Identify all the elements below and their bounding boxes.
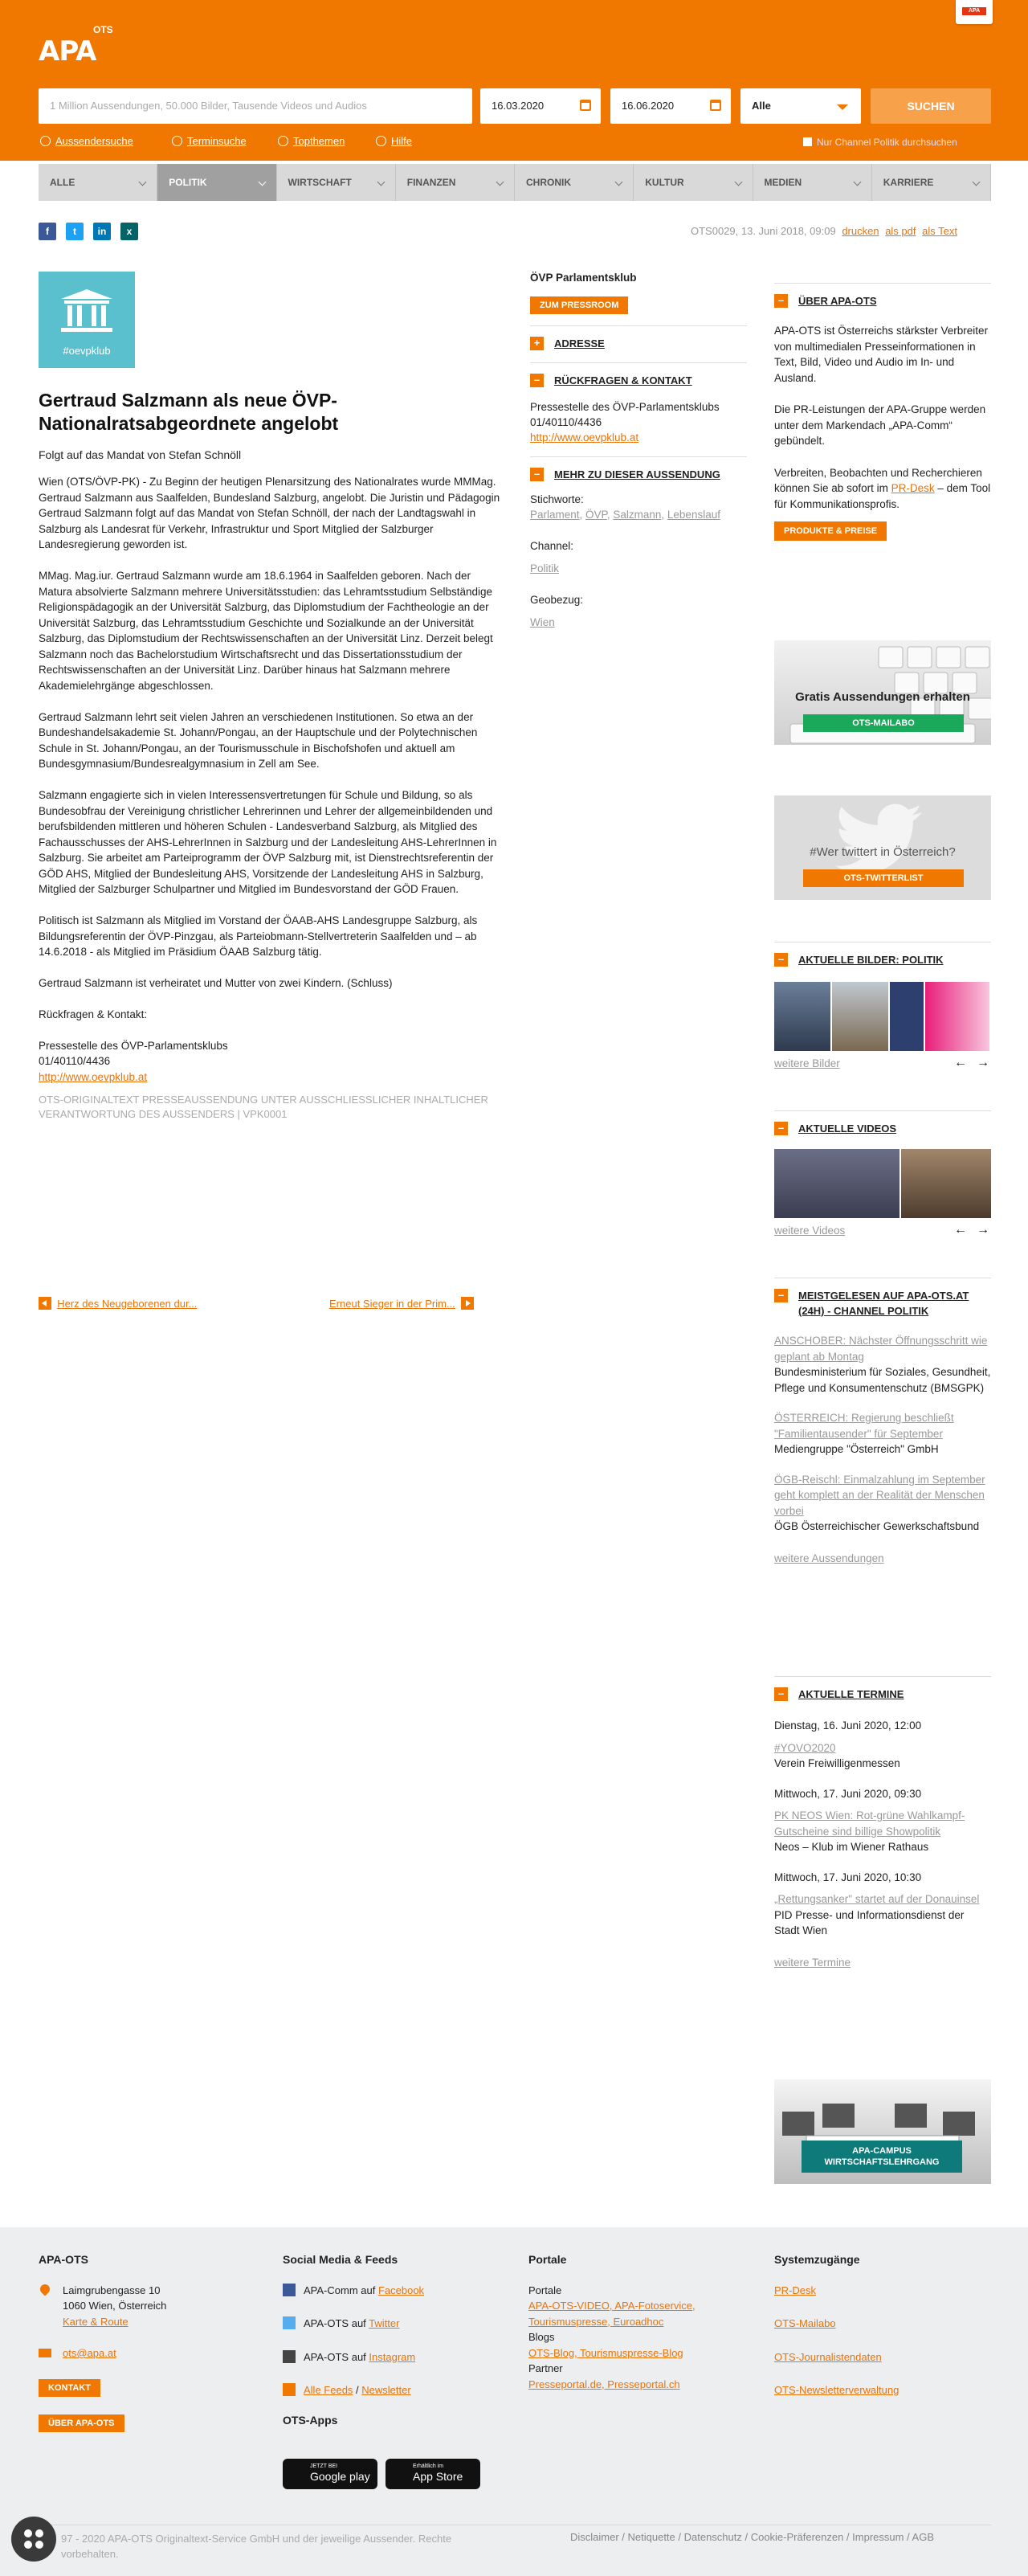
instagram-icon: [283, 2350, 296, 2363]
clock-icon: [172, 136, 182, 146]
arrow-right-icon: [461, 1297, 474, 1310]
most-read-link[interactable]: ANSCHOBER: Nächster Öffnungsschritt wie geplant ab Montag: [774, 1335, 988, 1363]
minus-icon: –: [774, 1289, 788, 1302]
event-org: Verein Freiwilligenmessen: [774, 1757, 900, 1769]
calendar-icon[interactable]: [710, 100, 721, 111]
facebook-link[interactable]: Facebook: [377, 2284, 425, 2296]
article-paragraph: Salzmann engagierte sich in vielen Interessensvertretungen für Schule und Bildung, so als Bundesobfrau der Vereinigung christlicher Lehrerinnen und Lehrer der allgemeinbildenden und berufsbildenden mittleren und höheren Schulen - Landesverband Salzburg, als Mitglied des Fachausschusses der AHS-LehrerInnen in Salzburg und der Landesleitung AHS-LehrerInnen in Salzburg. Sie arbeitet am Parteiprogramm der ÖVP Salzburg mit, ist Dienstrechtsreferentin der GÖD AHS, Mitglied der Bundesleitung AHS, Vorsitzende der Landesleitung AHS in Salzburg, Mitglied der Salzburger Schulpartner und Mitglied im Bundesvorstand der GÖD Frauen.: [39, 789, 497, 895]
sidebar-bilder: [774, 942, 991, 967]
facebook-icon: [283, 2284, 296, 2296]
date-from-field[interactable]: [480, 88, 601, 124]
link-label: Topthemen: [293, 135, 345, 147]
article-subtitle: Folgt auf das Mandat von Stefan Schnöll: [39, 448, 242, 461]
portale-links[interactable]: APA-OTS-VIDEO, APA-Fotoservice, Tourismuspresse, Euroadhoc: [528, 2300, 696, 2328]
twitterlist-button[interactable]: OTS-TWITTERLIST: [803, 869, 964, 887]
newsletter-link[interactable]: Newsletter: [361, 2384, 411, 2396]
video-thumbnail[interactable]: [774, 1149, 900, 1218]
footer-heading: APA-OTS: [39, 2253, 88, 2266]
sidebar-about: [774, 283, 991, 541]
newsletterverwaltung-link[interactable]: OTS-Newsletterverwaltung: [774, 2384, 900, 2396]
minus-icon: –: [530, 468, 544, 481]
most-read-link[interactable]: ÖSTERREICH: Regierung beschließt "Familientausender" für September: [774, 1412, 954, 1440]
more-events-link[interactable]: weitere Termine: [774, 1956, 851, 1969]
keyword-link[interactable]: Lebenslauf: [667, 509, 720, 521]
nav-tab-finanzen[interactable]: FINANZEN: [396, 164, 515, 201]
sidebar-videos: [774, 1110, 991, 1136]
store-label: Google play: [310, 2470, 370, 2483]
most-read-org: Mediengruppe "Österreich" GmbH: [774, 1443, 939, 1455]
map-route-link[interactable]: Karte & Route: [63, 2315, 128, 2328]
print-link[interactable]: drucken: [842, 225, 879, 237]
footer-col-social: [283, 2252, 492, 2443]
store-small: JETZT BEI: [310, 2464, 338, 2469]
channel-only-checkbox[interactable]: [803, 137, 957, 148]
filter-select[interactable]: [740, 88, 861, 124]
carousel-next-icon[interactable]: →: [977, 1056, 989, 1069]
article-paragraph: Politisch ist Salzmann als Mitglied im Vorstand der ÖAAB-AHS Landesgruppe Salzburg, als Bildungsreferentin der ÖVP-Pinzgau, als Parteiobmann-Stellvertreterin Saalfelden und – ab 14.6.2018 - als Mitglied im Präsidium ÖAAB Salzburg tätig.: [39, 914, 478, 958]
ots-number: OTS0029, 13. Juni 2018, 09:09: [691, 225, 836, 237]
image-thumbnail[interactable]: [925, 982, 989, 1051]
article-paragraph: MMag. Mag.iur. Gertraud Salzmann wurde am 18.6.1964 in Saalfelden geboren. Nach der Matura absolvierte Salzmann mehrere Universitätsstudien: das Lehramtsstudium Selbständige Religionspädagogik an der Universität Salzburg, das Diplomstudium der Fachtheologie an der Universität Salzburg, das Lehramtsstudium Geschichte und Sozialkunde an der Universität Salzburg, das Diplomstudium der Rechtswissenschaften an der Universität Linz. Derzeit belegt Salzmann noch das Bachelorstudium Wirtschaftsrecht und das Dissertationsstudium der Rechtswissenschaften an der Universität Linz. Darüber hinaus hat Salzmann mehrere Akademielehrgänge abgeschlossen.: [39, 570, 493, 692]
channel-label: Channel:: [530, 540, 574, 552]
more-releases-link[interactable]: weitere Aussendungen: [774, 1552, 884, 1564]
nav-tab-kultur[interactable]: KULTUR: [634, 164, 753, 201]
date-from-value: 16.03.2020: [492, 100, 545, 112]
most-read-org: ÖGB Österreichischer Gewerkschaftsbund: [774, 1520, 980, 1532]
date-to-field[interactable]: [610, 88, 731, 124]
link-label: Aussendersuche: [55, 135, 133, 147]
videos-heading[interactable]: [774, 1121, 991, 1136]
prev-article-link[interactable]: [39, 1297, 197, 1310]
portale-label: Portale: [528, 2284, 562, 2296]
feeds-separator: /: [353, 2384, 362, 2396]
about-heading[interactable]: [774, 293, 991, 309]
twitter-link[interactable]: Twitter: [369, 2317, 400, 2329]
top-header: [0, 0, 1028, 80]
footer-col-apaots: [39, 2252, 239, 2432]
most-read-org: Bundesministerium für Soziales, Gesundheit, Pflege und Konsumentenschutz (BMSGPK): [774, 1366, 991, 1394]
minus-icon: –: [774, 294, 788, 308]
about-text: Verbreiten, Beobachten und Recherchieren können Sie ab sofort im: [774, 466, 982, 494]
minus-icon: –: [774, 953, 788, 967]
apa-badge-label: APA: [962, 7, 986, 15]
footer-heading: Portale: [528, 2253, 567, 2266]
footer-heading: OTS-Apps: [283, 2413, 338, 2427]
plus-icon: +: [530, 337, 544, 350]
footer-heading: Systemzugänge: [774, 2253, 860, 2266]
more-videos-link[interactable]: weitere Videos: [774, 1225, 846, 1237]
mid-contact-url[interactable]: http://www.oevpklub.at: [530, 431, 639, 444]
about-text: – dem Tool für Kommunikationsprofis.: [774, 482, 991, 510]
store-label: App Store: [413, 2470, 463, 2483]
nav-tab-politik[interactable]: POLITIK: [157, 164, 276, 201]
bilder-thumbnails: [774, 982, 991, 1051]
app-store-badge[interactable]: [386, 2459, 480, 2489]
article-body: [39, 474, 504, 1122]
stichworte-label: Stichworte:: [530, 493, 584, 505]
carousel-prev-icon[interactable]: ←: [954, 1223, 967, 1237]
video-thumbnail[interactable]: [901, 1149, 991, 1218]
next-article-link[interactable]: [329, 1297, 474, 1310]
carousel-prev-icon[interactable]: ←: [954, 1056, 967, 1069]
store-small: Erhältlich im: [413, 2464, 444, 2469]
search-input[interactable]: 1 Million Aussendungen, 50.000 Bilder, Tausende Videos und Audios: [39, 88, 472, 124]
contact-url-link[interactable]: http://www.oevpklub.at: [39, 1070, 148, 1083]
journalistendaten-link[interactable]: OTS-Journalistendaten: [774, 2350, 882, 2363]
social-text: APA-OTS auf: [304, 2350, 369, 2363]
termine-heading[interactable]: [774, 1687, 991, 1702]
google-play-badge[interactable]: [283, 2459, 377, 2489]
nav-tab-karriere[interactable]: KARRIERE: [872, 164, 991, 201]
rss-icon: [283, 2383, 296, 2396]
article-paragraph: Gertraud Salzmann ist verheiratet und Mutter von zwei Kindern. (Schluss): [39, 977, 393, 989]
mehr-toggle[interactable]: [530, 467, 747, 482]
bilder-heading-label: AKTUELLE BILDER: POLITIK: [798, 954, 944, 966]
ots-disclaimer: OTS-ORIGINALTEXT PRESSEAUSSENDUNG UNTER AUSSCHLIESSLICHER INHALTLICHER VERANTWORTUNG DES AUSSENDERS | VPK0001: [39, 1094, 488, 1120]
facebook-share-icon[interactable]: f: [39, 223, 56, 240]
partner-links[interactable]: Presseportal.de, Presseportal.ch: [528, 2378, 680, 2390]
about-text: APA-OTS ist Österreichs stärkster Verbreiter von multimedialen Presseinformationen in Text, Bild, Video und Audio im In- und Ausland.: [774, 325, 989, 384]
article-meta: [691, 225, 957, 237]
sender-info-column: ÖVP Parlamentsklub ZUM PRESSROOM + ADRESSE – RÜCKFRAGEN & KONTAKT Pressestelle des ÖVP-Parlamentsklubs 01/40110/4436 http://www.oevpklub.at – MEHR ZU DIESER AUSSENDUNG Stichworte: Parlament, ÖVP, Salzmann, Lebenslauf Channel: Politik Geobezug: Wien: [530, 270, 747, 630]
mehr-label: MEHR ZU DIESER AUSSENDUNG: [554, 468, 720, 480]
twitter-promo-text: #Wer twittert in Österreich?: [810, 845, 956, 859]
footer-col-portale: [528, 2252, 737, 2392]
partner-label: Partner: [528, 2362, 563, 2374]
event-date: Mittwoch, 17. Juni 2020, 10:30: [774, 1871, 922, 1883]
twitter-bird-icon: [830, 803, 927, 876]
filter-value: Alle: [752, 100, 771, 112]
prdesk-link[interactable]: PR-Desk: [891, 482, 935, 494]
bilder-heading[interactable]: [774, 952, 991, 967]
social-twitter: [283, 2316, 492, 2332]
more-images-link[interactable]: weitere Bilder: [774, 1057, 840, 1069]
pdf-link[interactable]: als pdf: [885, 225, 916, 237]
meistgelesen-heading-label: MEISTGELESEN AUF APA-OTS.AT (24H) - CHANNEL POLITIK: [798, 1290, 969, 1317]
video-thumbnails: [774, 1149, 991, 1218]
ueber-button[interactable]: ÜBER APA-OTS: [39, 2414, 124, 2432]
products-prices-button[interactable]: PRODUKTE & PREISE: [774, 521, 887, 541]
event-org: Neos – Klub im Wiener Rathaus: [774, 1841, 929, 1853]
article-paragraph: Wien (OTS/ÖVP-PK) - Zu Beginn der heutigen Plenarsitzung des Nationalrates wurde MMMag. Gertraud Salzmann aus Saalfelden, Bundesland Salzburg, angelobt. Die Juristin und Pädagogin Gertraud Salzmann folgt auf das Mandat von Stefan Schnöll, der nach der Landtagswahl in Salzburg als Landesrat für Verkehr, Infrastruktur und Sport Mitglied der Salzburger Landesregierung geworden ist.: [39, 476, 500, 550]
nav-tab-chronik[interactable]: CHRONIK: [515, 164, 634, 201]
date-to-value: 16.06.2020: [622, 100, 675, 112]
mid-contact-org: Pressestelle des ÖVP-Parlamentsklubs: [530, 401, 720, 413]
image-thumbnail[interactable]: [774, 982, 830, 1051]
checkbox-label: Nur Channel Politik durchsuchen: [817, 137, 957, 148]
twitter-promo[interactable]: [774, 795, 991, 900]
linkedin-share-icon[interactable]: in: [93, 223, 111, 240]
adresse-label: ADRESSE: [554, 337, 605, 350]
minus-icon: –: [530, 374, 544, 387]
article-paragraph: Gertraud Salzmann lehrt seit vielen Jahren an verschiedenen Institutionen. So etwa an der Bundeshandelsakademie St. Johann/Pongau, an der Hauptschule und der Polytechnischen Schule in St. Johann/Pongau, an der Tourismusschule in Bischofshofen und aktuell am Bundesgymnasium/Bundesrealgymnasium in Zell am See.: [39, 710, 478, 770]
mailabo-text: Gratis Aussendungen erhalten: [795, 690, 970, 704]
arrow-left-icon: [39, 1297, 51, 1310]
prev-article-label: Herz des Neugeborenen dur...: [57, 1298, 198, 1310]
logo-text: APA: [39, 35, 96, 67]
nav-tab-alle[interactable]: ALLE: [39, 164, 157, 201]
keyword-link[interactable]: ÖVP: [585, 509, 607, 521]
mailabo-promo[interactable]: [774, 640, 991, 745]
sidebar-termine: [774, 1676, 991, 1970]
search-button[interactable]: SUCHEN: [871, 88, 991, 124]
cookie-settings-button[interactable]: [11, 2517, 56, 2562]
image-thumbnail[interactable]: [832, 982, 888, 1051]
blogs-links[interactable]: OTS-Blog, Tourismuspresse-Blog: [528, 2346, 683, 2359]
dots-icon: [11, 2517, 56, 2562]
pressroom-button[interactable]: ZUM PRESSROOM: [530, 296, 628, 314]
mailabo-footer-link[interactable]: OTS-Mailabo: [774, 2317, 836, 2329]
logo-sup: OTS: [93, 24, 113, 35]
keyword-link[interactable]: Parlament: [530, 509, 580, 521]
blogs-label: Blogs: [528, 2331, 555, 2343]
kontakt-button[interactable]: KONTAKT: [39, 2379, 100, 2397]
social-text: APA-OTS auf: [304, 2317, 369, 2329]
copyright: 97 - 2020 APA-OTS Originaltext-Service GmbH und der jeweilige Aussender. Rechte vorbehalten.: [61, 2533, 452, 2560]
minus-icon: –: [774, 1122, 788, 1135]
carousel-next-icon[interactable]: →: [977, 1223, 989, 1237]
sidebar-meistgelesen: [774, 1278, 991, 1566]
contact-phone: 01/40110/4436: [39, 1055, 111, 1067]
chevron-down-icon: [837, 104, 848, 110]
image-thumbnail[interactable]: [890, 982, 924, 1051]
campus-button[interactable]: APA-CAMPUS WIRTSCHAFTSLEHRGANG: [802, 2141, 962, 2173]
tag-icon: [278, 136, 288, 146]
most-read-link[interactable]: ÖGB-Reischl: Einmalzahlung im September geht komplett an der Realität der Menschen vorbei: [774, 1473, 985, 1517]
apa-ots-logo[interactable]: [39, 24, 113, 67]
twitter-icon: [283, 2316, 296, 2329]
link-label: Hilfe: [391, 135, 413, 147]
channel-link[interactable]: Politik: [530, 562, 560, 574]
event-link[interactable]: „Rettungsanker" startet auf der Donauinsel: [774, 1893, 980, 1905]
contact-label: Rückfragen & Kontakt:: [39, 1008, 148, 1020]
feeds-row: [283, 2382, 492, 2398]
social-instagram: [283, 2349, 492, 2365]
sender-name: ÖVP Parlamentsklub: [530, 272, 637, 284]
mailabo-button[interactable]: OTS-MAILABO: [803, 714, 964, 732]
checkbox-box[interactable]: [803, 137, 812, 146]
twitter-share-icon[interactable]: t: [66, 223, 84, 240]
geobezug-label: Geobezug:: [530, 594, 584, 606]
address-line: 1060 Wien, Österreich: [63, 2300, 167, 2312]
meistgelesen-heading[interactable]: [774, 1288, 991, 1319]
link-terminsuche[interactable]: [172, 135, 247, 147]
link-label: Terminsuche: [187, 135, 247, 147]
oevpklub-logo-image: [39, 272, 135, 368]
geobezug-link[interactable]: Wien: [530, 616, 555, 628]
address-line: Laimgrubengasse 10: [63, 2284, 161, 2296]
text-link[interactable]: als Text: [922, 225, 957, 237]
calendar-icon[interactable]: [580, 100, 591, 111]
hero-hashtag: #oevpklub: [63, 345, 111, 357]
contact-org: Pressestelle des ÖVP-Parlamentsklubs: [39, 1039, 228, 1052]
email-link[interactable]: ots@apa.at: [63, 2347, 116, 2359]
event-link[interactable]: PK NEOS Wien: Rot-grüne Wahlkampf-Gutscheine sind billige Showpolitik: [774, 1809, 965, 1838]
event-org: PID Presse- und Informationsdienst der Stadt Wien: [774, 1908, 965, 1936]
footer-heading: Social Media & Feeds: [283, 2253, 398, 2266]
category-nav: [39, 164, 991, 201]
info-icon: [376, 136, 386, 146]
event-link[interactable]: #YOVO2020: [774, 1741, 836, 1754]
prdesk-footer-link[interactable]: PR-Desk: [774, 2284, 817, 2296]
about-text: Die PR-Leistungen der APA-Gruppe werden unter dem Markendach „APA-Comm“ gebündelt.: [774, 403, 986, 447]
social-facebook: [283, 2283, 492, 2299]
termine-heading-label: AKTUELLE TERMINE: [798, 1688, 904, 1700]
campus-promo[interactable]: [774, 2079, 991, 2184]
link-aussendersuche[interactable]: [40, 135, 133, 147]
mail-icon: [39, 2349, 51, 2357]
keyword-link[interactable]: Salzmann: [613, 509, 662, 521]
social-text: APA-Comm auf: [304, 2284, 378, 2296]
rueckfragen-toggle[interactable]: [530, 373, 747, 388]
apa-badge[interactable]: [956, 0, 993, 24]
nav-tab-wirtschaft[interactable]: WIRTSCHAFT: [277, 164, 396, 201]
event-date: Mittwoch, 17. Juni 2020, 09:30: [774, 1787, 922, 1800]
event-date: Dienstag, 16. Juni 2020, 12:00: [774, 1719, 922, 1732]
adresse-toggle[interactable]: [530, 336, 747, 351]
videos-heading-label: AKTUELLE VIDEOS: [798, 1122, 897, 1135]
nav-tab-medien[interactable]: MEDIEN: [753, 164, 872, 201]
about-heading-label: ÜBER APA-OTS: [798, 295, 877, 307]
link-hilfe[interactable]: [376, 135, 412, 147]
xing-share-icon[interactable]: x: [120, 223, 138, 240]
legal-links[interactable]: Disclaimer / Netiquette / Datenschutz / Cookie-Präferenzen / Impressum / AGB: [570, 2531, 935, 2543]
footer-col-system: [774, 2252, 983, 2398]
rueckfragen-label: RÜCKFRAGEN & KONTAKT: [554, 374, 692, 386]
search-band: [0, 80, 1028, 161]
link-topthemen[interactable]: [278, 135, 345, 147]
mid-contact-phone: 01/40110/4436: [530, 416, 602, 428]
building-icon: [61, 289, 112, 333]
instagram-link[interactable]: Instagram: [369, 2350, 416, 2363]
next-article-label: Erneut Sieger in der Prim...: [329, 1298, 455, 1310]
feeds-link[interactable]: Alle Feeds: [304, 2384, 353, 2396]
minus-icon: –: [774, 1687, 788, 1701]
search-icon: [40, 136, 51, 146]
article-title: Gertraud Salzmann als neue ÖVP-Nationalratsabgeordnete angelobt: [39, 390, 339, 434]
location-pin-icon: [39, 2282, 52, 2296]
